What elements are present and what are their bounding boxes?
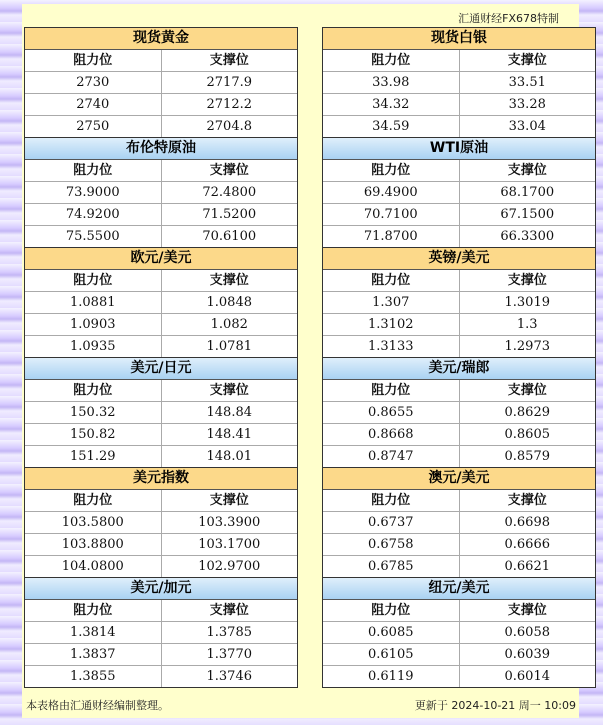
table-row [25,94,297,116]
table-row [323,314,595,336]
support-value: 33.04 [459,116,596,137]
support-value: 1.3019 [459,292,596,313]
resistance-value: 2750 [76,119,110,134]
resistance-value: 0.6085 [368,625,414,640]
table-row [25,204,297,226]
table-row [323,534,595,556]
resistance-value: 1.3814 [70,625,116,640]
support-value: 68.1700 [459,182,596,203]
quote-panel [322,577,596,688]
resistance-value: 1.307 [372,295,410,310]
table-row [25,292,297,314]
table-row [323,94,595,116]
table-row [25,116,297,137]
panel-title: 布伦特原油 [25,138,297,160]
level-table [323,160,595,247]
panel-title: 美元/加元 [25,578,297,600]
support-value: 1.0848 [161,292,298,313]
support-value: 0.6058 [459,622,596,643]
resistance-value: 0.6737 [368,515,414,530]
table-row [323,336,595,357]
support-value: 0.6621 [459,556,596,577]
support-value: 0.6698 [459,512,596,533]
resistance-value: 1.0881 [70,295,116,310]
panel-title: 澳元/美元 [323,468,595,490]
resistance-value: 0.8747 [368,449,414,464]
resistance-header: 阻力位 [371,383,411,398]
footer-updated: 更新于 2024-10-21 周一 10:09 [414,699,576,712]
quote-panel [322,27,596,138]
resistance-value: 0.6785 [368,559,414,574]
quote-panel [24,247,298,358]
table-row [323,226,595,247]
support-value: 1.082 [161,314,298,335]
support-value: 1.2973 [459,336,596,357]
table-row [323,446,595,467]
table-row [25,402,297,424]
table-row [323,72,595,94]
quote-panel [322,357,596,468]
support-header: 支撑位 [459,270,596,291]
panel-title: 英镑/美元 [323,248,595,270]
table-row [323,622,595,644]
support-value: 1.3746 [161,666,298,687]
resistance-value: 69.4900 [363,185,418,200]
resistance-header: 阻力位 [73,273,113,288]
quote-panel [322,247,596,358]
table-row [323,402,595,424]
resistance-header: 阻力位 [371,163,411,178]
resistance-value: 70.7100 [363,207,418,222]
support-value: 103.1700 [161,534,298,555]
support-value: 0.8579 [459,446,596,467]
support-header: 支撑位 [459,160,596,181]
column-header-row [25,270,297,292]
level-table [323,600,595,687]
panel-title: 美元/日元 [25,358,297,380]
resistance-header: 阻力位 [73,603,113,618]
resistance-value: 2740 [76,97,110,112]
column-header-row [323,270,595,292]
table-row [323,512,595,534]
level-table [25,600,297,687]
resistance-value: 34.59 [372,119,410,134]
support-value: 2717.9 [161,72,298,93]
resistance-header: 阻力位 [371,493,411,508]
support-header: 支撑位 [161,160,298,181]
resistance-header: 阻力位 [73,163,113,178]
quote-panel [24,467,298,578]
quote-panel [24,27,298,138]
table-row [323,204,595,226]
level-table [25,380,297,467]
level-table [323,380,595,467]
resistance-header: 阻力位 [73,53,113,68]
table-row [25,182,297,204]
resistance-header: 阻力位 [371,273,411,288]
resistance-value: 33.98 [372,75,410,90]
level-table [25,160,297,247]
support-header: 支撑位 [161,600,298,621]
quote-panel [24,577,298,688]
support-header: 支撑位 [161,50,298,71]
panel-title: 纽元/美元 [323,578,595,600]
support-header: 支撑位 [161,380,298,401]
level-table [25,490,297,577]
support-value: 2704.8 [161,116,298,137]
support-value: 72.4800 [161,182,298,203]
support-header: 支撑位 [161,270,298,291]
support-header: 支撑位 [161,490,298,511]
support-header: 支撑位 [459,490,596,511]
support-value: 1.0781 [161,336,298,357]
panel-title: 欧元/美元 [25,248,297,270]
table-row [25,446,297,467]
support-header: 支撑位 [459,380,596,401]
resistance-header: 阻力位 [73,493,113,508]
column-header-row [25,380,297,402]
support-value: 33.51 [459,72,596,93]
support-value: 148.41 [161,424,298,445]
quote-panel [322,467,596,578]
support-value: 0.8605 [459,424,596,445]
quote-panel [322,137,596,248]
support-value: 67.1500 [459,204,596,225]
support-value: 33.28 [459,94,596,115]
support-header: 支撑位 [459,600,596,621]
quote-panel [24,357,298,468]
support-value: 103.3900 [161,512,298,533]
table-row [323,666,595,687]
level-table [323,270,595,357]
table-row [25,534,297,556]
resistance-value: 74.9200 [65,207,120,222]
resistance-value: 151.29 [70,449,116,464]
support-value: 71.5200 [161,204,298,225]
level-table [323,490,595,577]
table-row [25,666,297,687]
support-value: 0.8629 [459,402,596,423]
column-header-row [323,600,595,622]
table-row [25,424,297,446]
support-value: 0.6666 [459,534,596,555]
table-row [25,336,297,357]
resistance-value: 104.0800 [61,559,124,574]
footer [26,697,576,713]
resistance-value: 150.32 [70,405,116,420]
table-row [323,424,595,446]
table-row [25,314,297,336]
resistance-value: 73.9000 [65,185,120,200]
support-value: 66.3300 [459,226,596,247]
resistance-value: 150.82 [70,427,116,442]
footer-note: 本表格由汇通财经编制整理。 [26,699,169,712]
resistance-value: 0.6119 [368,669,414,684]
support-value: 1.3770 [161,644,298,665]
resistance-header: 阻力位 [73,383,113,398]
resistance-value: 103.5800 [61,515,124,530]
support-value: 1.3 [459,314,596,335]
resistance-value: 71.8700 [363,229,418,244]
resistance-value: 1.3102 [368,317,414,332]
support-value: 1.3785 [161,622,298,643]
resistance-value: 34.32 [372,97,410,112]
column-header-row [25,50,297,72]
panel-title: 美元/瑞郎 [323,358,595,380]
support-value: 2712.2 [161,94,298,115]
resistance-header: 阻力位 [371,603,411,618]
resistance-value: 1.3133 [368,339,414,354]
support-value: 148.84 [161,402,298,423]
table-row [323,182,595,204]
level-table [25,50,297,137]
table-row [323,644,595,666]
resistance-value: 1.3837 [70,647,116,662]
quote-panel [24,137,298,248]
table-row [25,622,297,644]
support-header: 支撑位 [459,50,596,71]
resistance-header: 阻力位 [371,53,411,68]
column-header-row [323,160,595,182]
resistance-value: 1.0935 [70,339,116,354]
support-value: 70.6100 [161,226,298,247]
brand-label: 汇通财经FX678特制 [458,12,559,25]
resistance-value: 2730 [76,75,110,90]
table-row [323,116,595,137]
column-header-row [25,160,297,182]
column-header-row [323,490,595,512]
resistance-value: 103.8800 [61,537,124,552]
table-row [25,556,297,577]
level-table [323,50,595,137]
table-row [323,292,595,314]
table-row [323,556,595,577]
support-value: 148.01 [161,446,298,467]
column-header-row [323,50,595,72]
panel-title: 现货黄金 [25,28,297,50]
resistance-value: 0.8655 [368,405,414,420]
resistance-value: 1.3855 [70,669,116,684]
level-table [25,270,297,357]
panel-title: 现货白银 [323,28,595,50]
resistance-value: 0.8668 [368,427,414,442]
resistance-value: 1.0903 [70,317,116,332]
table-row [25,512,297,534]
panel-title: 美元指数 [25,468,297,490]
table-row [25,644,297,666]
support-value: 102.9700 [161,556,298,577]
table-row [25,226,297,247]
support-value: 0.6039 [459,644,596,665]
column-header-row [25,490,297,512]
resistance-value: 75.5500 [65,229,120,244]
column-header-row [25,600,297,622]
resistance-value: 0.6758 [368,537,414,552]
panel-title: WTI原油 [323,138,595,160]
support-value: 0.6014 [459,666,596,687]
column-header-row [323,380,595,402]
table-row [25,72,297,94]
resistance-value: 0.6105 [368,647,414,662]
